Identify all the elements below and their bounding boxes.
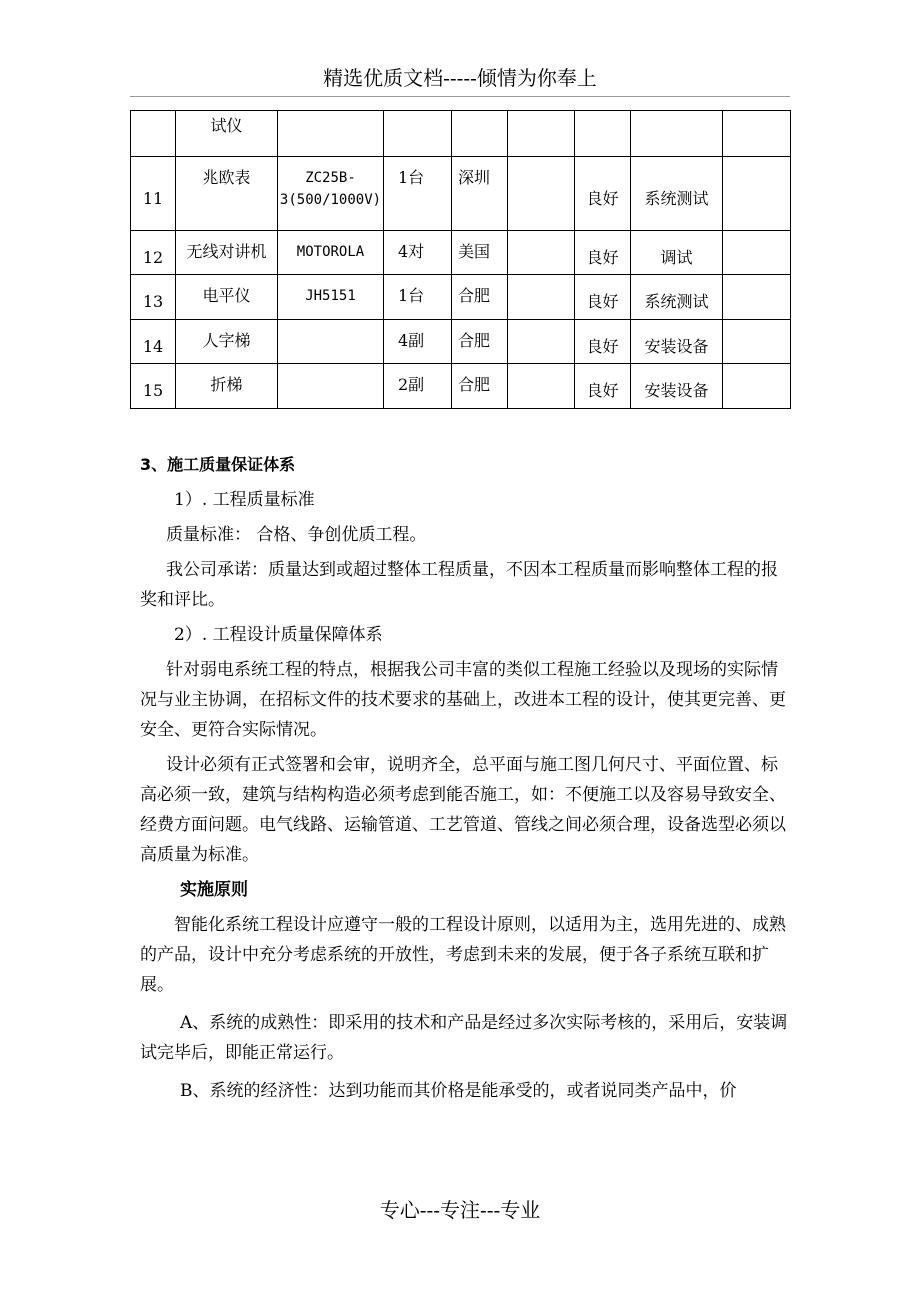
equipment-status [575,111,631,157]
paragraph-design-1: 针对弱电系统工程的特点，根据我公司丰富的类似工程施工经验以及现场的实际情况与业主协调，在招标文件的技术要求的基础上，改进本工程的设计，使其更完善、更安全、更符合实际情况。 [140,660,786,740]
page-footer: 专心---专注---专业 [379,1198,541,1222]
row-number: 14 [131,320,176,364]
equipment-model [278,320,384,364]
equipment-quantity: 4对 [384,231,452,275]
table-row [131,157,791,231]
table-row [131,231,791,275]
equipment-name: 兆欧表 [176,157,278,231]
equipment-status: 良好 [575,364,631,409]
company-promise: 我公司承诺：质量达到或超过整体工程质量，不因本工程质量而影响整体工程的报奖和评比。 [140,560,778,610]
table-row [131,364,791,409]
equipment-status: 良好 [575,157,631,231]
row-number [131,111,176,157]
extra-cell [723,157,791,231]
equipment-model [278,111,384,157]
equipment-quantity: 2副 [384,364,452,409]
body-content [140,450,790,1106]
row-number: 12 [131,231,176,275]
equipment-quantity: 1台 [384,157,452,231]
equipment-use [631,111,723,157]
table-row [131,111,791,157]
row-number: 13 [131,275,176,320]
equipment-quantity: 4副 [384,320,452,364]
page-header: 精选优质文档-----倾情为你奉上 [323,66,597,90]
equipment-model: JH5151 [278,275,384,320]
blank-cell [508,320,575,364]
equipment-origin: 合肥 [452,275,508,320]
extra-cell [723,231,791,275]
equipment-use: 系统测试 [631,157,723,231]
equipment-status: 良好 [575,320,631,364]
equipment-status: 良好 [575,231,631,275]
paragraph-design-2: 设计必须有正式签署和会审，说明齐全，总平面与施工图几何尺寸、平面位置、标高必须一致，建筑与结构构造必须考虑到能否施工，如：不便施工以及容易导致安全、经费方面问题。电气线路、运输管道、工艺管道、管线之间必须合理，设备选型必须以高质量为标准。 [140,755,786,865]
equipment-use: 系统测试 [631,275,723,320]
equipment-status: 良好 [575,275,631,320]
row-number: 11 [131,157,176,231]
equipment-name: 电平仪 [176,275,278,320]
blank-cell [508,157,575,231]
equipment-origin: 合肥 [452,320,508,364]
equipment-model: ZC25B-3(500/1000V) [278,157,384,231]
equipment-name: 无线对讲机 [176,231,278,275]
equipment-name: 试仪 [176,111,278,157]
subsection-design-quality: 2）. 工程设计质量保障体系 [174,625,383,645]
equipment-origin [452,111,508,157]
blank-cell [508,111,575,157]
equipment-use: 安装设备 [631,320,723,364]
table-row [131,275,791,320]
extra-cell [723,320,791,364]
equipment-name: 人字梯 [176,320,278,364]
subsection-quality-standard: 1）. 工程质量标准 [174,490,315,510]
equipment-origin: 深圳 [452,157,508,231]
equipment-origin: 美国 [452,231,508,275]
equipment-use: 调试 [631,231,723,275]
table-row [131,320,791,364]
equipment-table-body [131,111,791,409]
equipment-model [278,364,384,409]
equipment-model: MOTOROLA [278,231,384,275]
blank-cell [508,275,575,320]
equipment-table [130,110,791,409]
item-economy: B、系统的经济性：达到功能而其价格是能承受的，或者说同类产品中，价 [180,1081,737,1101]
paragraph-principle: 智能化系统工程设计应遵守一般的工程设计原则，以适用为主，选用先进的、成熟的产品，设计中充分考虑系统的开放性，考虑到未来的发展，便于各子系统互联和扩展。 [140,915,786,995]
equipment-name: 折梯 [176,364,278,409]
equipment-origin: 合肥 [452,364,508,409]
row-number: 15 [131,364,176,409]
quality-standard-text: 质量标准： 合格、争创优质工程。 [166,525,427,545]
equipment-quantity: 1台 [384,275,452,320]
item-maturity: A、系统的成熟性：即采用的技术和产品是经过多次实际考核的，采用后，安装调试完毕后，即能正常运行。 [140,1013,788,1063]
extra-cell [723,111,791,157]
equipment-use: 安装设备 [631,364,723,409]
section-title: 3、施工质量保证体系 [140,455,296,474]
extra-cell [723,364,791,409]
blank-cell [508,231,575,275]
principle-title: 实施原则 [180,880,248,900]
extra-cell [723,275,791,320]
blank-cell [508,364,575,409]
header-divider [130,96,790,97]
equipment-quantity [384,111,452,157]
